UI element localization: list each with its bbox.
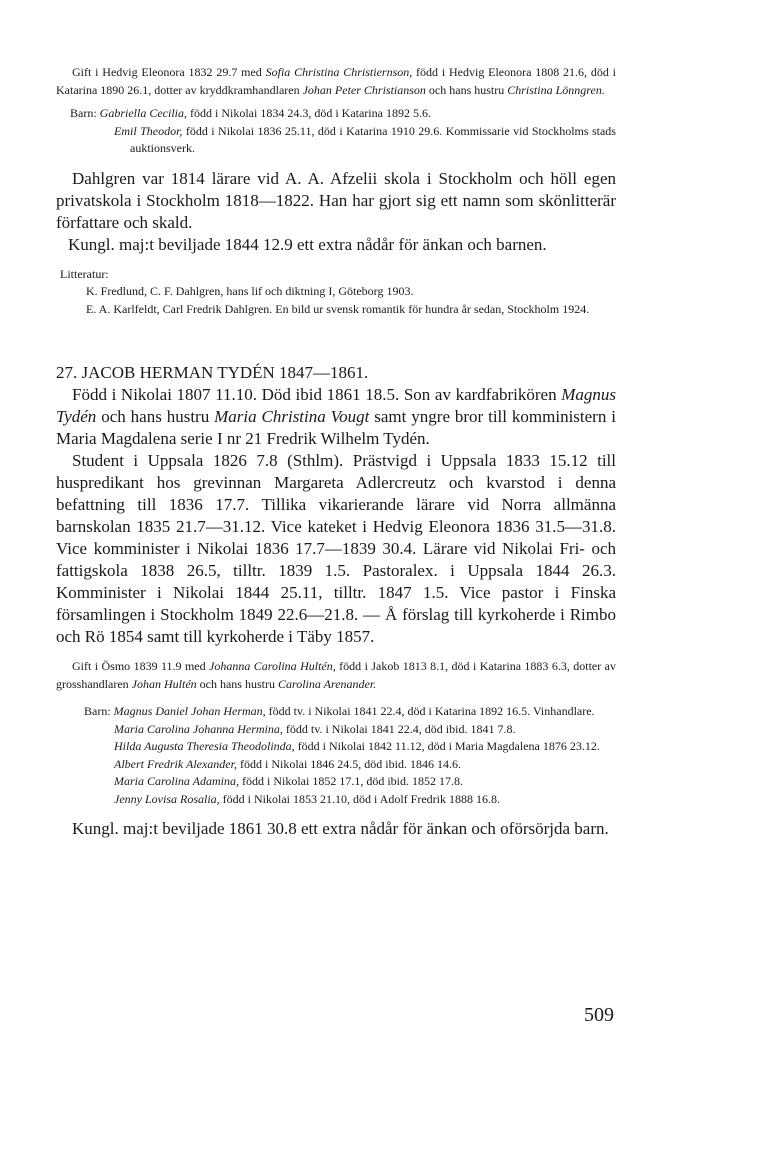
mother-in-law-name: Carolina Arenander.: [277, 676, 377, 691]
child-details: född i Nikolai 1852 17.1, död ibid. 1852 17.8.: [239, 774, 464, 788]
literature-item: K. Fredlund, C. F. Dahlgren, hans lif och diktning I, Göteborg 1903.: [86, 284, 414, 298]
paragraph-career-tyden: Student i Uppsala 1826 7.8 (Sthlm). Prästvigd i Uppsala 1833 15.12 till huspredikant hos grevinnan Margareta Adlercreutz och kvarstod i denna befattning till 1836 17.7. Tillika vikarierande lärare vid Norra allmänna barnskolan 1835 21.7—31.12. Vice kateket i Hedvig Eleonora 1836 31.5—31.8. Vice komminister i Nikolai 1836 17.7—1839 30.4. Lärare vid Nikolai Fri- och fattigskola 1838 26.5, tilltr. 1839 1.5. Pastoralex. i Uppsala 1844 26.3. Komminister i Nikolai 1844 25.11, tilltr. 1847 1.5. Vice pastor i Finska församlingen i Stockholm 1849 22.6—21.8. — Å förslag till kyrkoherde i Rimbo och Rö 1854 samt till kyrkoherde i Täby 1857.: [56, 451, 616, 646]
children-list-2: [56, 703, 616, 808]
marriage-note-1: [56, 64, 616, 99]
child-entry: [56, 123, 616, 158]
child-details: född i Nikolai 1842 11.12, död i Maria Magdalena 1876 23.12.: [294, 739, 600, 753]
father-in-law-name: Johan Hultén: [131, 676, 197, 691]
marriage-text: född i Hedvig Eleonora 1808 21.6, död i Katarina 1890 26.1, dotter av kryddkramhandlaren: [56, 65, 616, 97]
father-in-law-name: Johan Peter Christianson: [302, 82, 426, 97]
marriage-text: Gift i Ösmo 1839 11.9 med: [72, 659, 210, 673]
marriage-note-2: [56, 658, 616, 693]
child-entry: [56, 773, 616, 791]
child-entry: [56, 738, 616, 756]
father-name: Magnus Tydén: [56, 385, 616, 426]
marriage-text: och hans hustru: [196, 676, 278, 691]
children-label: Barn:: [84, 704, 111, 718]
child-name: Emil Theodor,: [114, 123, 183, 138]
child-entry: [70, 703, 616, 721]
spouse-name: Johanna Carolina Hultén,: [209, 659, 336, 673]
marriage-text: född i Jakob 1813 8.1, död i Katarina 1883 6.3, dotter av grosshandlaren: [56, 659, 616, 691]
spouse-name: Sofia Christina Christiernson,: [265, 65, 413, 79]
child-name: Magnus Daniel Johan Herman,: [113, 704, 266, 718]
child-details: född i Nikolai 1846 24.5, död ibid. 1846 14.6.: [236, 756, 461, 771]
child-name: Albert Fredrik Alexander,: [114, 756, 237, 771]
child-name: Maria Carolina Johanna Hermina,: [114, 721, 283, 736]
child-entry: [56, 756, 616, 774]
literature-label: Litteratur:: [60, 266, 109, 281]
paragraph-grant-1844: Kungl. maj:t beviljade 1844 12.9 ett extra nådår för änkan och barnen.: [68, 234, 547, 254]
child-name: Hilda Augusta Theresia Theodolinda,: [114, 739, 295, 753]
literature-section: [56, 266, 616, 319]
children-label: Barn:: [70, 106, 97, 120]
entry-heading: 27. JACOB HERMAN TYDÉN 1847—1861.: [56, 363, 369, 382]
page-content: [56, 64, 616, 840]
children-list-1: [56, 105, 616, 158]
birth-text: och hans hustru: [96, 407, 215, 426]
child-name: Gabriella Cecilia,: [99, 106, 187, 120]
marriage-text: Gift i Hedvig Eleonora 1832 29.7 med: [72, 65, 266, 79]
marriage-text: och hans hustru: [425, 82, 508, 97]
page-number: 509: [584, 1004, 614, 1026]
child-details: född i Nikolai 1836 25.11, död i Katarina 1910 29.6. Kommissarie vid Stockholms stads auktionsverk.: [130, 123, 616, 155]
paragraph-grant-1861: Kungl. maj:t beviljade 1861 30.8 ett extra nådår för änkan och oförsörjda barn.: [72, 819, 609, 838]
child-entry: [56, 721, 616, 739]
paragraph-birth: [56, 384, 616, 450]
child-details: född i Nikolai 1853 21.10, död i Adolf Fredrik 1888 16.8.: [219, 791, 500, 806]
paragraph-career-dahlgren: Dahlgren var 1814 lärare vid A. A. Afzelii skola i Stockholm och höll egen privatskola i Stockholm 1818—1822. Han har gjort sig ett namn som skönlitterär författare och skald.: [56, 168, 616, 232]
birth-text: Född i Nikolai 1807 11.10. Död ibid 1861 18.5. Son av kardfabrikören: [72, 385, 562, 404]
birth-text: samt yngre bror till komministern i Maria Magdalena serie I nr 21 Fredrik Wilhelm Tydén.: [56, 407, 616, 448]
child-name: Jenny Lovisa Rosalia,: [114, 791, 220, 806]
mother-in-law-name: Christina Lönngren.: [507, 82, 605, 97]
child-details: född i Nikolai 1834 24.3, död i Katarina 1892 5.6.: [187, 106, 431, 120]
child-name: Maria Carolina Adamina,: [114, 774, 240, 788]
mother-name: Maria Christina Vougt: [214, 407, 370, 426]
child-details: född tv. i Nikolai 1841 22.4, död ibid. 1841 7.8.: [282, 721, 516, 736]
child-entry: [56, 791, 616, 809]
child-details: född tv. i Nikolai 1841 22.4, död i Katarina 1892 16.5. Vinhandlare.: [265, 704, 595, 718]
literature-item: E. A. Karlfeldt, Carl Fredrik Dahlgren. En bild ur svensk romantik för hundra år sedan, Stockholm 1924.: [86, 301, 590, 316]
child-entry: [70, 105, 616, 123]
